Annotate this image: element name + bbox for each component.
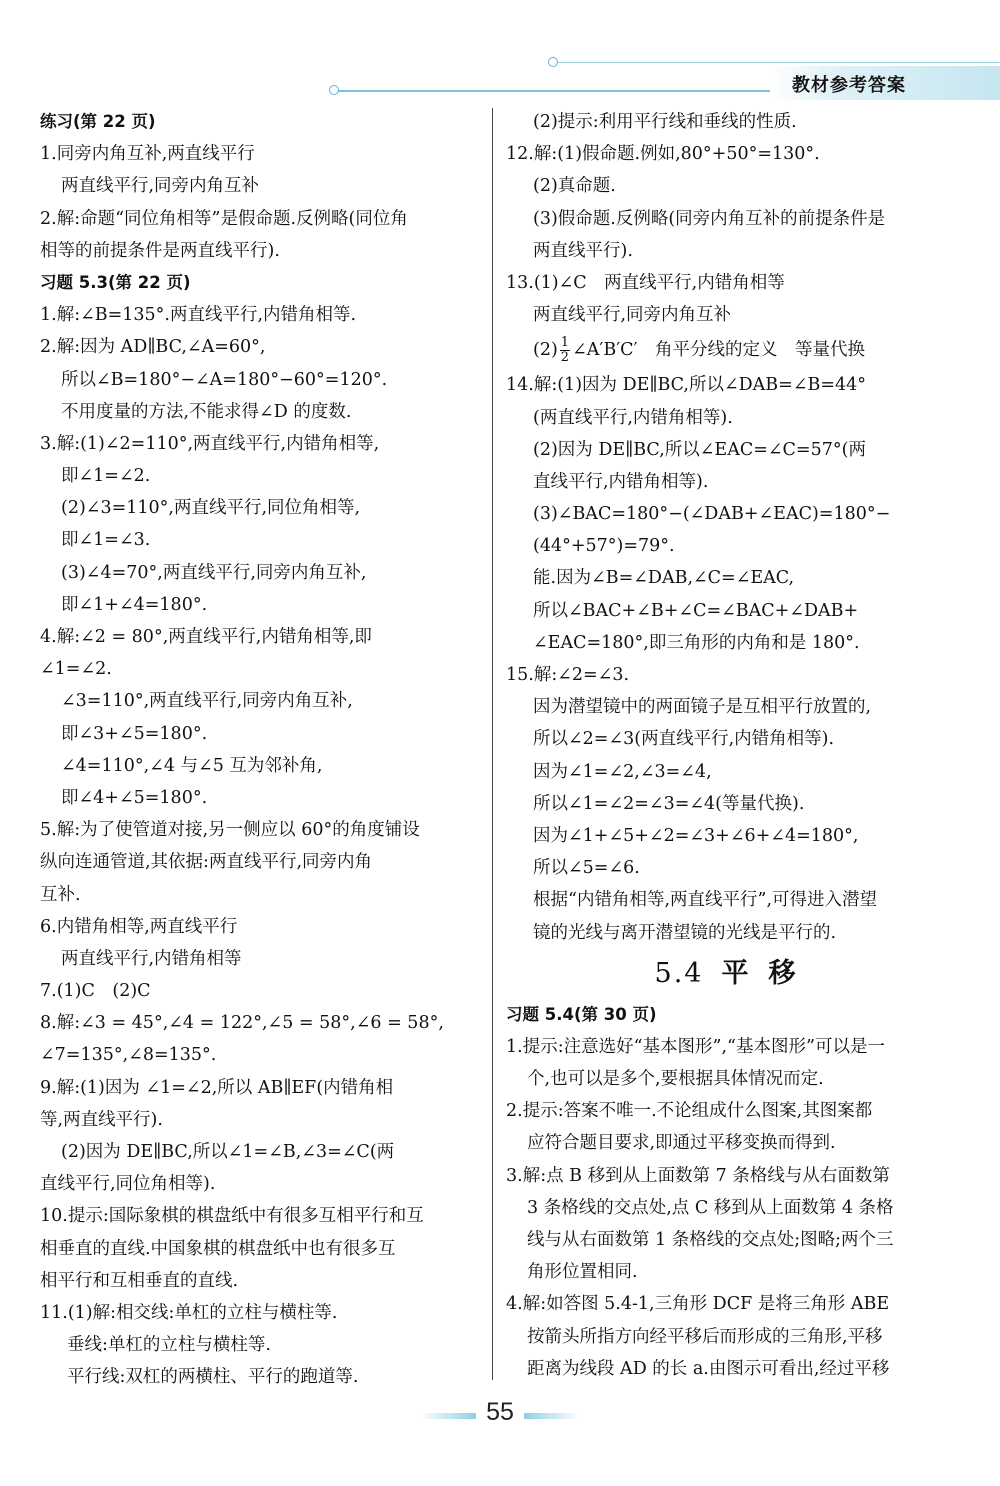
answer-line: 3.解:(1)∠2=110°,两直线平行,内错角相等, [40,433,380,454]
answer-line: 互补. [40,884,81,905]
answer-line: 所以∠1=∠2=∠3=∠4(等量代换). [533,793,805,814]
page-number: 55 [486,1398,514,1426]
section-label: 习题 5.3(第 22 页) [40,272,191,292]
answer-line: 两直线平行). [533,240,633,261]
answer-line: 2.提示:答案不唯一.不论组成什么图案,其图案都 [506,1101,873,1122]
answer-line: 纵向连通管道,其依据:两直线平行,同旁内角 [40,852,373,873]
answer-line: 1.提示:注意选好“基本图形”,“基本图形”可以是一 [506,1036,885,1057]
footer-deco-right [524,1413,580,1419]
answer-line: (3)∠BAC=180°−(∠DAB+∠EAC)=180°− [533,504,891,525]
header-title-box [770,66,1000,100]
answer-line: 2.解:命题“同位角相等”是假命题.反例略(同位角 [40,208,408,229]
answer-line: 相平行和互相垂直的直线. [40,1270,239,1291]
answer-line: 两直线平行,同旁内角互补 [61,176,260,197]
answer-line: 应符合题目要求,即通过平移变换而得到. [527,1133,836,1154]
column-divider [492,108,493,1380]
footer-deco-left [420,1413,476,1419]
answer-line: 3.解:点 B 移到从上面数第 7 条格线与从右面数第 [506,1165,890,1186]
answer-line: 1.同旁内角互补,两直线平行 [40,144,255,165]
answer-line: 9.解:(1)因为 ∠1=∠2,所以 AB∥EF(内错角相 [40,1077,394,1098]
answer-line: 两直线平行,同旁内角互补 [533,305,732,326]
answer-line: 距离为线段 AD 的长 a.由图示可看出,经过平移 [527,1358,890,1379]
answer-line: 1.解:∠B=135°.两直线平行,内错角相等. [40,305,357,326]
header-title: 教材参考答案 [792,75,906,96]
page-footer [0,1392,1000,1432]
answer-line: (3)假命题.反例略(同旁内角互补的前提条件是 [533,208,886,229]
section-number: 5.4 [654,957,704,989]
answer-line: 所以∠5=∠6. [533,858,640,879]
answer-line: (2)真命题. [533,176,616,197]
answer-line: (2)因为 DE∥BC,所以∠EAC=∠C=57°(两 [533,439,866,460]
answer-line: 所以∠BAC+∠B+∠C=∠BAC+∠DAB+ [533,600,859,621]
answer-line: (2)因为 DE∥BC,所以∠1=∠B,∠3=∠C(两 [61,1142,395,1162]
answer-line: 所以∠2=∠3(两直线平行,内错角相等). [533,729,835,750]
answer-line: (2)∠3=110°,两直线平行,同位角相等, [61,498,361,519]
answer-line: ∠1=∠2. [40,659,112,680]
answer-line: 即∠3+∠5=180°. [61,723,208,744]
answer-line: 相等的前提条件是两直线平行). [40,240,280,261]
fraction: $\frac{1}{2}$ [560,335,570,366]
answer-line: 即∠1=∠3. [61,530,151,551]
answer-line: 7.(1)C (2)C [40,981,151,1002]
answer-line: 8.解:∠3 = 45°,∠4 = 122°,∠5 = 58°,∠6 = 58°, [40,1013,444,1034]
answer-line: 所以∠B=180°−∠A=180°−60°=120°. [61,369,388,390]
answer-line: 11.(1)解:相交线:单杠的立柱与横柱等. [40,1302,338,1323]
answer-line: (两直线平行,内错角相等). [533,407,733,428]
answer-line: 垂线:单杠的立柱与横柱等. [67,1335,271,1356]
answer-line: 5.解:为了使管道对接,另一侧应以 60°的角度铺设 [40,820,420,841]
header-dot-icon [329,85,339,95]
answer-line: 直线平行,同位角相等). [40,1174,216,1195]
answer-line: 不用度量的方法,不能求得∠D 的度数. [61,401,352,422]
header-dot-icon [548,57,558,67]
answer-line: 因为∠1=∠2,∠3=∠4, [533,761,712,782]
answer-line: 即∠1+∠4=180°. [61,594,208,615]
answer-line: 14.解:(1)因为 DE∥BC,所以∠DAB=∠B=44° [506,375,867,396]
answer-line: 能.因为∠B=∠DAB,∠C=∠EAC, [533,568,795,589]
left-column [40,106,482,1394]
answer-line: 2.解:因为 AD∥BC,∠A=60°, [40,337,266,358]
answer-line: 平行线:双杠的两横柱、平行的跑道等. [67,1367,359,1388]
section-heading [506,949,946,999]
answer-line: ∠7=135°,∠8=135°. [40,1045,217,1066]
answer-line: 根据“内错角相等,两直线平行”,可得进入潜望 [533,890,878,911]
answer-line: 因为潜望镜中的两面镜子是互相平行放置的, [533,697,872,718]
answer-line: 10.提示:国际象棋的棋盘纸中有很多互相平行和互 [40,1206,424,1227]
answer-line: (2)提示:利用平行线和垂线的性质. [533,112,797,132]
answer-line: 3 条格线的交点处,点 C 移到从上面数第 4 条格 [527,1197,894,1218]
answer-line: 个,也可以是多个,要根据具体情况而定. [527,1069,824,1090]
answer-line: (44°+57°)=79°. [533,536,675,557]
answer-line: (3)∠4=70°,两直线平行,同旁内角互补, [61,562,367,583]
answer-line: 因为∠1+∠5+∠2=∠3+∠6+∠4=180°, [533,825,859,846]
answer-line: 镜的光线与离开潜望镜的光线是平行的. [533,922,837,943]
section-label: 习题 5.4(第 30 页) [506,1004,657,1024]
answer-line: 按箭头所指方向经平移后而形成的三角形,平移 [527,1326,883,1347]
answer-line: 即∠1=∠2. [61,466,151,487]
answer-line: 两直线平行,内错角相等 [61,948,242,969]
answer-line: 角形位置相同. [527,1262,638,1283]
answer-line: 直线平行,内错角相等). [533,471,709,492]
answer-line: 相垂直的直线.中国象棋的棋盘纸中也有很多互 [40,1238,396,1259]
answer-line: 4.解:如答图 5.4-1,三角形 DCF 是将三角形 ABE [506,1294,890,1315]
answer-line: ∠EAC=180°,即三角形的内角和是 180°. [533,632,860,653]
answer-line: 4.解:∠2 = 80°,两直线平行,内错角相等,即 [40,627,372,647]
answer-line-fraction: (2) $\frac{1}{2}$ ∠A′B′C′ 角平分线的定义 等量代换 [533,335,866,366]
header-rule-top [555,62,1000,63]
answer-line: 等,两直线平行). [40,1109,163,1130]
answer-line: ∠3=110°,两直线平行,同旁内角互补, [61,691,353,712]
answer-line: 13.(1)∠C 两直线平行,内错角相等 [506,272,785,293]
section-label: 练习(第 22 页) [40,112,156,131]
answer-line: ∠4=110°,∠4 与∠5 互为邻补角, [61,755,323,776]
answer-line: 线与从右面数第 1 条格线的交点处;图略;两个三 [527,1230,894,1250]
section-title-char: 移 [768,957,798,989]
answer-line: 6.内错角相等,两直线平行 [40,916,238,937]
section-title-char: 平 [721,957,751,989]
right-column [506,106,946,1385]
answer-line: 12.解:(1)假命题.例如,80°+50°=130°. [506,144,820,165]
answer-line: 15.解:∠2=∠3. [506,665,630,685]
answer-line: 即∠4+∠5=180°. [61,787,208,808]
